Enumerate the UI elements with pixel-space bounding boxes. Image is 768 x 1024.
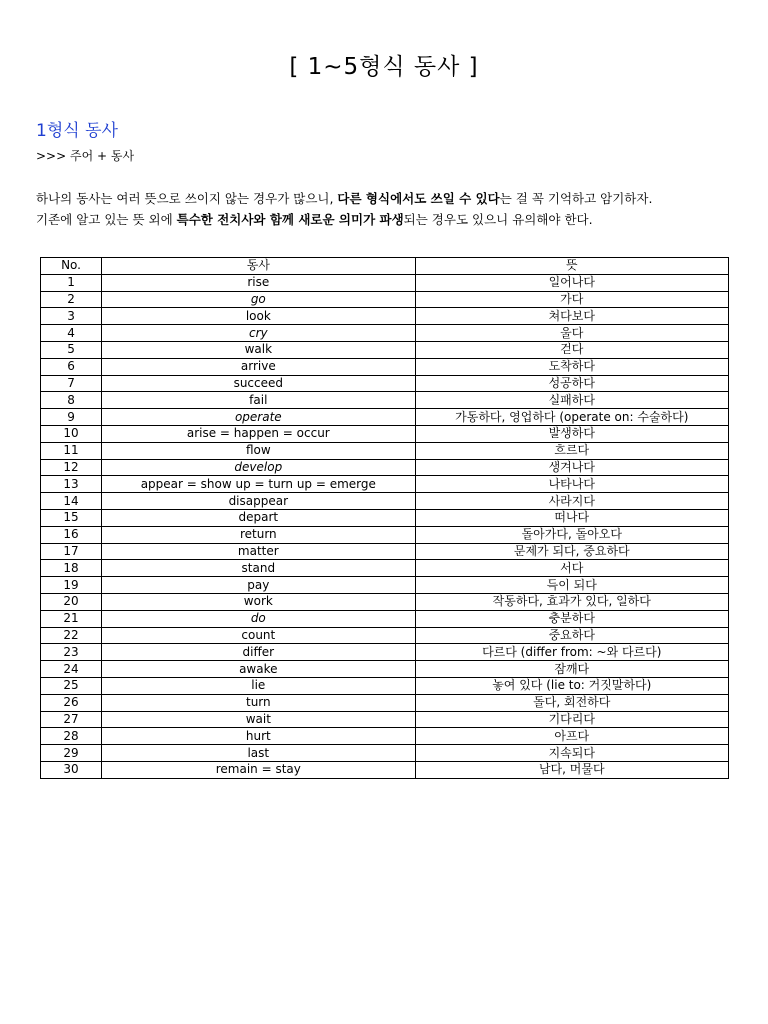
header-meaning: 뜻 (415, 258, 728, 275)
table-row (41, 493, 729, 510)
table-row (41, 661, 729, 678)
cell-no: 27 (41, 711, 102, 728)
table-row (41, 761, 729, 778)
cell-meaning: 일어나다 (415, 274, 728, 291)
cell-verb: matter (102, 543, 415, 560)
cell-no: 3 (41, 308, 102, 325)
cell-meaning: 문제가 되다, 중요하다 (415, 543, 728, 560)
table-row (41, 476, 729, 493)
cell-meaning: 다르다 (differ from: ~와 다르다) (415, 644, 728, 661)
cell-no: 8 (41, 392, 102, 409)
cell-verb: succeed (102, 375, 415, 392)
cell-verb: cry (102, 325, 415, 342)
cell-verb: operate (102, 409, 415, 426)
cell-no: 5 (41, 341, 102, 358)
cell-meaning: 충분하다 (415, 610, 728, 627)
table-row (41, 375, 729, 392)
table-row (41, 425, 729, 442)
cell-meaning: 기다리다 (415, 711, 728, 728)
table-row (41, 560, 729, 577)
cell-verb: appear = show up = turn up = emerge (102, 476, 415, 493)
cell-meaning: 중요하다 (415, 627, 728, 644)
cell-no: 19 (41, 577, 102, 594)
cell-verb: do (102, 610, 415, 627)
table-row (41, 711, 729, 728)
cell-no: 11 (41, 442, 102, 459)
intro-paragraph-line-1 (36, 189, 736, 207)
cell-meaning: 성공하다 (415, 375, 728, 392)
cell-no: 1 (41, 274, 102, 291)
table-row (41, 358, 729, 375)
cell-meaning: 득이 되다 (415, 577, 728, 594)
verb-table (40, 257, 729, 779)
table-row (41, 459, 729, 476)
cell-verb: remain = stay (102, 761, 415, 778)
table-row (41, 728, 729, 745)
cell-verb: differ (102, 644, 415, 661)
cell-verb: flow (102, 442, 415, 459)
table-row (41, 308, 729, 325)
cell-no: 15 (41, 509, 102, 526)
cell-meaning: 가동하다, 영업하다 (operate on: 수술하다) (415, 409, 728, 426)
section-title: 1형식 동사 (36, 121, 118, 141)
cell-no: 4 (41, 325, 102, 342)
cell-meaning: 걷다 (415, 341, 728, 358)
cell-meaning: 서다 (415, 560, 728, 577)
table-row (41, 526, 729, 543)
cell-verb: disappear (102, 493, 415, 510)
cell-meaning: 아프다 (415, 728, 728, 745)
intro-paragraph-line-2 (36, 210, 736, 228)
table-row (41, 745, 729, 762)
sentence-formula: >>> 주어 + 동사 (36, 149, 135, 163)
cell-no: 22 (41, 627, 102, 644)
intro-text: 되는 경우도 있으니 유의해야 한다. (403, 212, 593, 227)
cell-verb: depart (102, 509, 415, 526)
cell-no: 20 (41, 593, 102, 610)
cell-verb: awake (102, 661, 415, 678)
page-title: [ 1~5형식 동사 ] (289, 54, 479, 80)
cell-verb: last (102, 745, 415, 762)
cell-no: 21 (41, 610, 102, 627)
cell-meaning: 가다 (415, 291, 728, 308)
cell-verb: pay (102, 577, 415, 594)
table-row (41, 392, 729, 409)
table-row (41, 442, 729, 459)
cell-meaning: 쳐다보다 (415, 308, 728, 325)
header-no: No. (41, 258, 102, 275)
cell-no: 10 (41, 425, 102, 442)
cell-no: 14 (41, 493, 102, 510)
cell-no: 16 (41, 526, 102, 543)
cell-no: 2 (41, 291, 102, 308)
cell-verb: count (102, 627, 415, 644)
cell-verb: return (102, 526, 415, 543)
cell-no: 6 (41, 358, 102, 375)
cell-verb: lie (102, 677, 415, 694)
table-row (41, 610, 729, 627)
table-row (41, 325, 729, 342)
cell-meaning: 작동하다, 효과가 있다, 일하다 (415, 593, 728, 610)
cell-meaning: 놓여 있다 (lie to: 거짓말하다) (415, 677, 728, 694)
cell-no: 9 (41, 409, 102, 426)
cell-no: 24 (41, 661, 102, 678)
cell-meaning: 생겨나다 (415, 459, 728, 476)
header-verb: 동사 (102, 258, 415, 275)
cell-meaning: 사라지다 (415, 493, 728, 510)
table-row (41, 577, 729, 594)
cell-meaning: 실패하다 (415, 392, 728, 409)
cell-meaning: 남다, 머물다 (415, 761, 728, 778)
cell-verb: develop (102, 459, 415, 476)
intro-text: 기존에 알고 있는 뜻 외에 (36, 212, 177, 227)
cell-meaning: 흐르다 (415, 442, 728, 459)
intro-text: 하나의 동사는 여러 뜻으로 쓰이지 않는 경우가 많으니, (36, 191, 338, 206)
cell-meaning: 울다 (415, 325, 728, 342)
cell-meaning: 돌다, 회전하다 (415, 694, 728, 711)
cell-meaning: 돌아가다, 돌아오다 (415, 526, 728, 543)
table-row (41, 694, 729, 711)
table-row (41, 341, 729, 358)
cell-no: 29 (41, 745, 102, 762)
cell-meaning: 도착하다 (415, 358, 728, 375)
cell-verb: walk (102, 341, 415, 358)
cell-no: 13 (41, 476, 102, 493)
table-row (41, 677, 729, 694)
intro-text: 는 걸 꼭 기억하고 암기하자. (499, 191, 653, 206)
table-row (41, 291, 729, 308)
intro-emphasis: 특수한 전치사와 함께 새로운 의미가 파생 (176, 212, 404, 227)
table-row (41, 509, 729, 526)
cell-verb: look (102, 308, 415, 325)
cell-verb: go (102, 291, 415, 308)
cell-meaning: 지속되다 (415, 745, 728, 762)
table-header-row (41, 258, 729, 275)
table-row (41, 274, 729, 291)
cell-no: 12 (41, 459, 102, 476)
cell-no: 25 (41, 677, 102, 694)
cell-verb: work (102, 593, 415, 610)
cell-verb: fail (102, 392, 415, 409)
cell-no: 28 (41, 728, 102, 745)
cell-verb: hurt (102, 728, 415, 745)
cell-no: 23 (41, 644, 102, 661)
table-body (41, 274, 729, 778)
cell-verb: arise = happen = occur (102, 425, 415, 442)
cell-verb: wait (102, 711, 415, 728)
table-row (41, 543, 729, 560)
intro-emphasis: 다른 형식에서도 쓰일 수 있다 (337, 191, 500, 206)
cell-no: 7 (41, 375, 102, 392)
cell-meaning: 나타나다 (415, 476, 728, 493)
cell-no: 30 (41, 761, 102, 778)
cell-no: 26 (41, 694, 102, 711)
cell-no: 17 (41, 543, 102, 560)
cell-no: 18 (41, 560, 102, 577)
cell-meaning: 잠깨다 (415, 661, 728, 678)
table-row (41, 627, 729, 644)
cell-verb: stand (102, 560, 415, 577)
cell-verb: turn (102, 694, 415, 711)
cell-verb: rise (102, 274, 415, 291)
table-row (41, 644, 729, 661)
cell-meaning: 발생하다 (415, 425, 728, 442)
cell-meaning: 떠나다 (415, 509, 728, 526)
cell-verb: arrive (102, 358, 415, 375)
table-row (41, 593, 729, 610)
table-row (41, 409, 729, 426)
